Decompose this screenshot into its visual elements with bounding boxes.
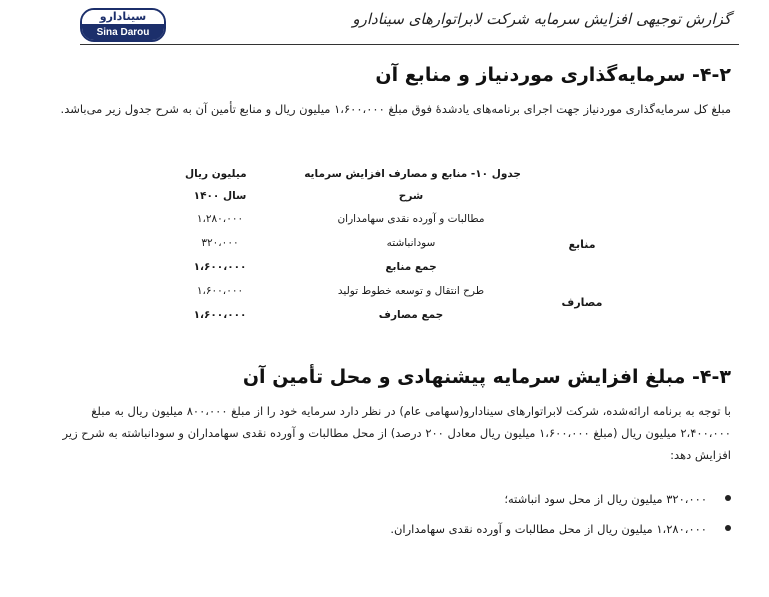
table-unit-label: میلیون ریال [185,168,247,180]
table-cell-desc: طرح انتقال و توسعه خطوط تولید [337,285,485,297]
sina-darou-logo [80,8,166,42]
list-item-text: ۱،۲۸۰،۰۰۰ میلیون ریال از محل مطالبات و آورده نقدی سهامداران. [390,522,707,536]
section-heading-investment: ۴-۲- سرمایه‌گذاری موردنیاز و منابع آن [375,64,731,86]
table-caption: جدول ۱۰- منابع و مصارف افزایش سرمایه [304,168,521,180]
bullet-icon [725,495,731,501]
table-cell-value: ۱،۶۰۰،۰۰۰ [193,309,247,321]
list-item-text: ۳۲۰،۰۰۰ میلیون ریال از محل سود انباشته؛ [504,492,707,506]
table-row-total-uses [0,309,769,327]
table-row [0,237,769,255]
header-divider [80,44,739,45]
table-row [0,213,769,231]
report-header-title: گزارش توجیهی افزایش سرمایه شرکت لابراتوارهای سینادارو [352,10,731,28]
table-group-sources: منابع [568,238,596,251]
table-cell-value: ۳۲۰،۰۰۰ [201,237,239,249]
table-cell-value: ۱،۲۸۰،۰۰۰ [196,213,244,225]
section-paragraph-capital-increase: با توجه به برنامه ارائه‌شده، شرکت لابراتوارهای سینادارو(سهامی عام) در نظر دارد سرمایه خود را از مبلغ ۸۰۰،۰۰۰ میلیون ریال به مبلغ ۲،۴۰۰،۰۰۰ میلیون ریال (مبلغ ۱،۶۰۰،۰۰۰ میلیون ریال معادل ۲۰۰ درصد) از محل مطالبات و آورده نقدی سهامداران و سودانباشته به شرح زیر افزایش دهد: [62,404,731,462]
table-cell-desc: جمع مصارف [378,309,444,321]
table-header-row [0,190,769,208]
list-item [41,514,731,544]
table-row [0,285,769,303]
table-group-uses: مصارف [561,296,603,309]
table-cell-value: ۱،۶۰۰،۰۰۰ [193,261,247,273]
table-header-desc: شرح [398,190,424,202]
logo-persian-text: سینادارو [82,10,164,25]
section-heading-capital-increase: ۴-۳- مبلغ افزایش سرمایه پیشنهادی و محل تأمین آن [242,366,731,388]
table-header-year: سال ۱۴۰۰ [193,190,247,202]
funding-source-list [41,484,731,544]
table-cell-desc: مطالبات و آورده نقدی سهامداران [337,213,485,225]
table-cell-desc: جمع منابع [385,261,437,273]
table-cell-value: ۱،۶۰۰،۰۰۰ [196,285,244,297]
section-paragraph-investment: مبلغ کل سرمایه‌گذاری موردنیاز جهت اجرای برنامه‌های یادشدهٔ فوق مبلغ ۱،۶۰۰،۰۰۰ میلیون ریال و منابع تأمین آن به شرح جدول زیر می‌باشد. [60,102,731,116]
bullet-icon [725,525,731,531]
list-item [41,484,731,514]
table-row-total-sources [0,261,769,279]
table-cell-desc: سودانباشته [386,237,436,249]
logo-english-text: Sina Darou [82,25,164,41]
